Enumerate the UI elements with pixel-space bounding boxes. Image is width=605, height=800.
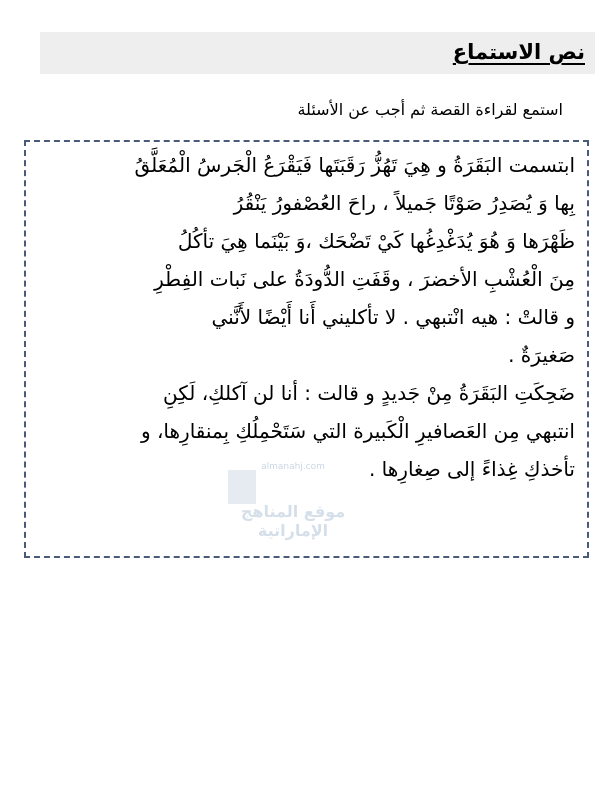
story-line: ضَحِكَتِ البَقَرَةُ مِنْ جَديدٍ و قالت : أنا لن آكلكِ، لَكِنِ xyxy=(162,381,575,405)
instruction-text: استمع لقراءة القصة ثم أجب عن الأسئلة xyxy=(297,100,563,119)
story-line: انتبهي مِن العَصافيرِ الْكَبيرة التي سَتَحْمِلُكِ بِمنقارِها، و xyxy=(140,419,575,443)
page-title: نص الاستماع xyxy=(452,40,585,64)
story-box xyxy=(24,140,589,558)
story-line: ابتسمت البَقَرَةُ و هِيَ تَهُزُّ رَقَبَتَها فَيَقْرَعُ الْجَرسُ الْمُعَلَّقُ xyxy=(134,153,575,177)
story-line: و قالتْ : هيه انْتبهي . لا تأكليني أَنا أَيْضًا لأَنَّني xyxy=(211,305,575,329)
story-line: تأخذكِ غِذاءً إلى صِغارِها . xyxy=(368,457,575,481)
story-line: ظَهْرَها وَ هُوَ يُدَغْدِغُها كَيْ تَضْحَك ،وَ بَيْنَما هِيَ تأكُلُ xyxy=(177,229,575,253)
watermark-url: almanahj.com xyxy=(261,462,325,472)
watermark-name: موقع المناهج الإماراتية xyxy=(240,502,346,540)
story-line: مِنَ الْعُشْبِ الأخضرَ ، وقَفَتِ الدُّودَةُ على نَبات الفِطْرِ xyxy=(154,267,575,291)
title-bar xyxy=(40,32,595,74)
story-line: بِها وَ يُصَدِرُ صَوْتًا جَميلاً ، راحَ العُصْفورُ يَنْقُرُ xyxy=(233,191,575,215)
story-line: صَغيرَةٌ . xyxy=(508,343,575,367)
